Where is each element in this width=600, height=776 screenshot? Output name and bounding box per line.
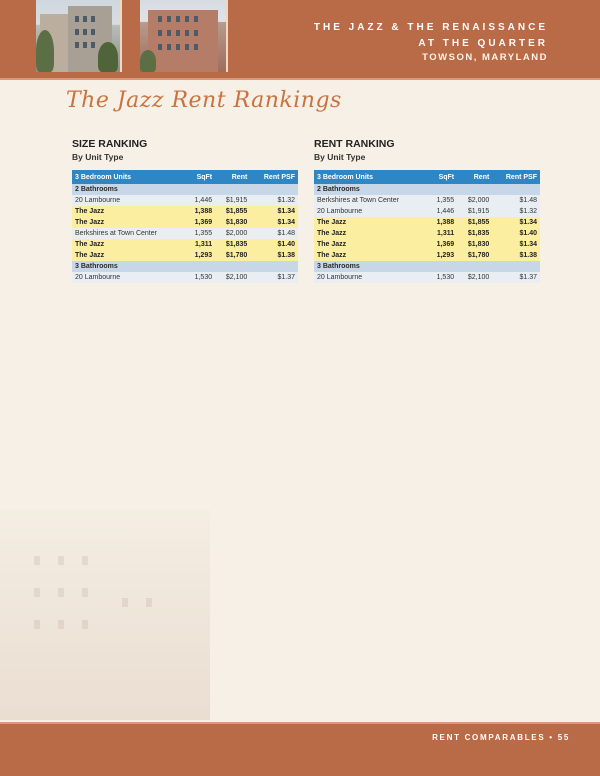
table-cell: $1,915 <box>457 206 492 217</box>
table-cell: $1.40 <box>492 228 540 239</box>
table-cell <box>492 261 540 272</box>
column-header: SqFt <box>185 170 215 184</box>
table-cell: The Jazz <box>314 228 427 239</box>
group-row <box>72 261 298 272</box>
table-cell: Berkshires at Town Center <box>314 195 427 206</box>
table-cell <box>185 184 215 195</box>
highlight-row <box>314 217 540 228</box>
table-cell: 3 Bathrooms <box>72 261 185 272</box>
group-row <box>314 261 540 272</box>
table-row <box>314 195 540 206</box>
table-cell: 1,446 <box>185 195 215 206</box>
table-cell: The Jazz <box>314 250 427 261</box>
column-header: SqFt <box>427 170 457 184</box>
highlight-row <box>314 250 540 261</box>
table-cell: $1.32 <box>250 195 298 206</box>
table-cell: $1.34 <box>250 206 298 217</box>
table-cell: $1.37 <box>250 272 298 283</box>
table-cell: 20 Lambourne <box>72 195 185 206</box>
table-cell <box>215 184 250 195</box>
table-row <box>72 195 298 206</box>
table-cell: $1,855 <box>457 217 492 228</box>
rent-ranking-subtitle: By Unit Type <box>314 152 366 162</box>
table-cell: The Jazz <box>72 206 185 217</box>
highlight-row <box>72 239 298 250</box>
table-cell <box>185 261 215 272</box>
table-cell: $2,000 <box>457 195 492 206</box>
table-cell: $1.38 <box>250 250 298 261</box>
rent-ranking-section <box>314 138 540 283</box>
table-cell: $1.40 <box>250 239 298 250</box>
table-cell: 1,355 <box>185 228 215 239</box>
table-cell: 20 Lambourne <box>72 272 185 283</box>
table-cell: The Jazz <box>314 239 427 250</box>
highlight-row <box>72 206 298 217</box>
table-cell: $1.34 <box>492 217 540 228</box>
header-title-line2: AT THE QUARTER <box>418 38 548 49</box>
column-header: 3 Bedroom Units <box>314 170 427 184</box>
table-cell: 1,293 <box>427 250 457 261</box>
building-photo-2 <box>140 0 228 72</box>
highlight-row <box>72 250 298 261</box>
table-cell: 2 Bathrooms <box>72 184 185 195</box>
table-row <box>314 272 540 283</box>
column-header: Rent <box>215 170 250 184</box>
table-cell: 1,369 <box>427 239 457 250</box>
highlight-row <box>72 217 298 228</box>
table-row <box>314 206 540 217</box>
header-divider <box>0 78 600 80</box>
table-cell: $1.38 <box>492 250 540 261</box>
table-cell: $1.32 <box>492 206 540 217</box>
table-cell: $2,100 <box>457 272 492 283</box>
table-cell: $1.48 <box>250 228 298 239</box>
table-cell <box>492 184 540 195</box>
table-cell: The Jazz <box>72 217 185 228</box>
table-cell: $1,855 <box>215 206 250 217</box>
table-cell: $1,830 <box>457 239 492 250</box>
footer-page-label: RENT COMPARABLES • 55 <box>432 733 570 742</box>
table-cell: 20 Lambourne <box>314 272 427 283</box>
table-cell: 1,293 <box>185 250 215 261</box>
group-row <box>314 184 540 195</box>
column-header: Rent PSF <box>492 170 540 184</box>
table-cell: $1,780 <box>457 250 492 261</box>
table-header-row <box>72 170 298 184</box>
size-ranking-section <box>72 138 298 283</box>
highlight-row <box>314 239 540 250</box>
table-row <box>72 228 298 239</box>
table-cell: 1,311 <box>185 239 215 250</box>
header-title-line1: THE JAZZ & THE RENAISSANCE <box>313 22 548 33</box>
group-row <box>72 184 298 195</box>
table-row <box>72 272 298 283</box>
table-cell: Berkshires at Town Center <box>72 228 185 239</box>
table-cell: The Jazz <box>72 250 185 261</box>
rent-ranking-table <box>314 170 540 283</box>
column-header: Rent PSF <box>250 170 298 184</box>
table-cell <box>457 184 492 195</box>
table-cell: $1,830 <box>215 217 250 228</box>
table-cell: The Jazz <box>314 217 427 228</box>
column-header: Rent <box>457 170 492 184</box>
size-ranking-table <box>72 170 298 283</box>
table-cell: 1,388 <box>185 206 215 217</box>
table-cell: $1.34 <box>492 239 540 250</box>
table-cell: $1,780 <box>215 250 250 261</box>
table-cell <box>427 261 457 272</box>
table-cell: $1.34 <box>250 217 298 228</box>
table-cell: 20 Lambourne <box>314 206 427 217</box>
table-cell: $2,100 <box>215 272 250 283</box>
table-cell: 1,355 <box>427 195 457 206</box>
page-title: The Jazz Rent Rankings <box>66 88 342 113</box>
table-cell: 3 Bathrooms <box>314 261 427 272</box>
size-ranking-subtitle: By Unit Type <box>72 152 124 162</box>
table-cell: $1.48 <box>492 195 540 206</box>
table-cell <box>250 261 298 272</box>
table-cell: $1.37 <box>492 272 540 283</box>
table-cell: 1,530 <box>427 272 457 283</box>
table-cell <box>427 184 457 195</box>
table-cell: 1,369 <box>185 217 215 228</box>
table-cell: $1,835 <box>457 228 492 239</box>
table-cell <box>215 261 250 272</box>
table-cell <box>457 261 492 272</box>
building-photo-1 <box>36 0 122 72</box>
size-ranking-title: SIZE RANKING <box>72 138 148 150</box>
rent-ranking-title: RENT RANKING <box>314 138 395 150</box>
header-location: TOWSON, MARYLAND <box>422 52 548 63</box>
table-cell: The Jazz <box>72 239 185 250</box>
highlight-row <box>314 228 540 239</box>
table-cell: $1,915 <box>215 195 250 206</box>
table-cell: $2,000 <box>215 228 250 239</box>
table-header-row <box>314 170 540 184</box>
background-building-image <box>0 510 210 720</box>
table-cell: 1,530 <box>185 272 215 283</box>
footer-band <box>0 724 600 776</box>
table-cell: 2 Bathrooms <box>314 184 427 195</box>
table-cell <box>250 184 298 195</box>
column-header: 3 Bedroom Units <box>72 170 185 184</box>
table-cell: 1,311 <box>427 228 457 239</box>
table-cell: 1,388 <box>427 217 457 228</box>
table-cell: $1,835 <box>215 239 250 250</box>
table-cell: 1,446 <box>427 206 457 217</box>
